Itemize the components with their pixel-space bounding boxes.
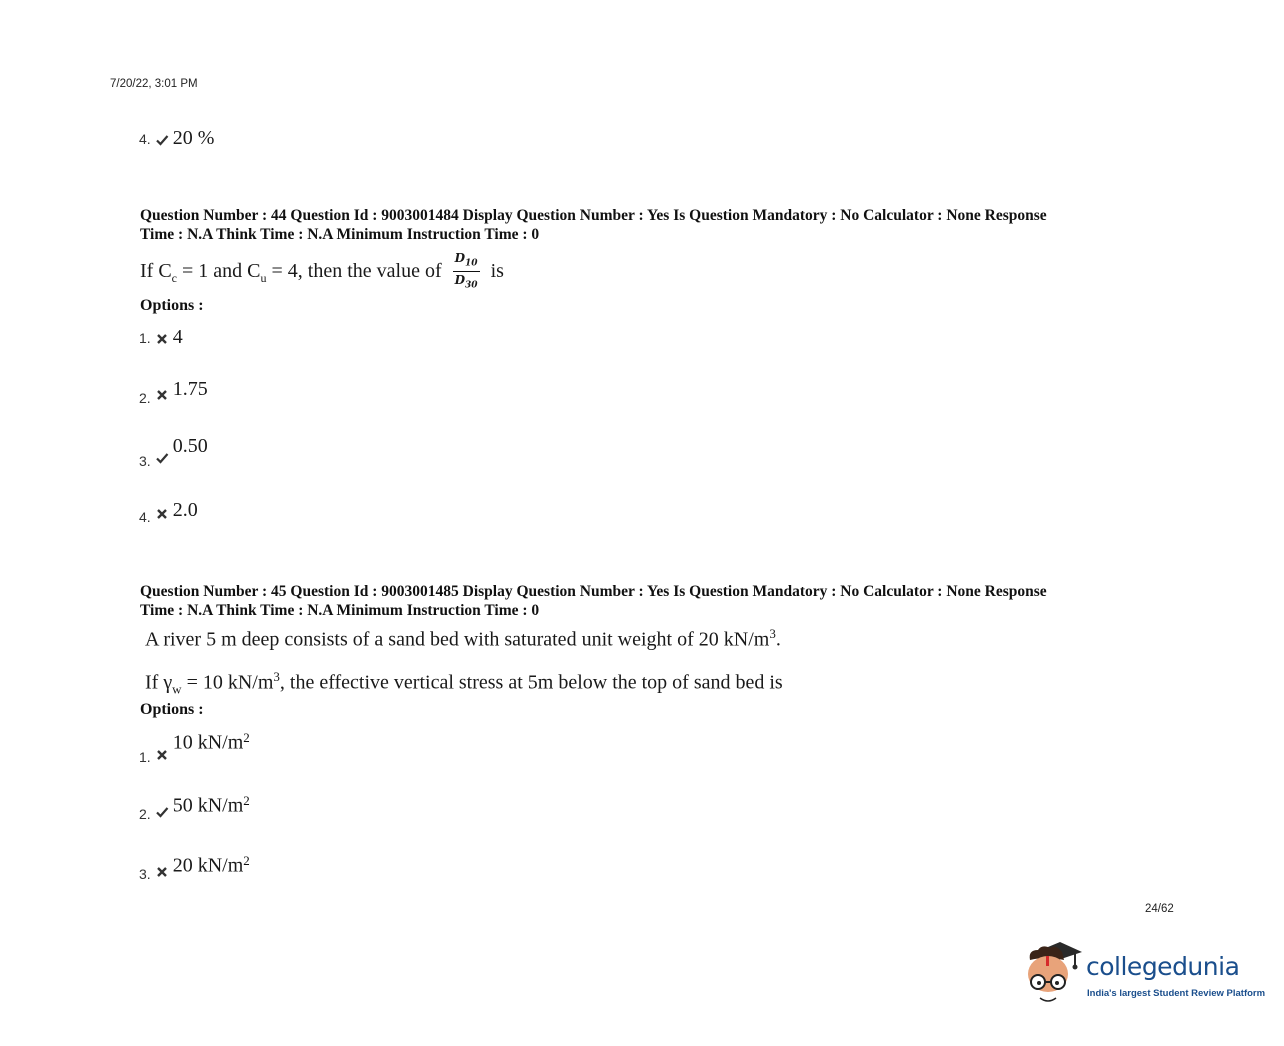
frac-den-sub: 30 [465, 280, 478, 291]
q45-option-1 [139, 730, 250, 766]
q45-line2-mid: = 10 kN/m [181, 671, 274, 694]
frac-den: D [454, 273, 466, 288]
check-icon [155, 133, 169, 147]
collegedunia-tagline: India's largest Student Review Platform [1087, 988, 1266, 999]
cross-icon [155, 748, 169, 762]
collegedunia-mascot-icon [1022, 938, 1086, 1008]
d10-over-d30-fraction [453, 252, 480, 293]
q44-option-2 [139, 378, 208, 406]
option-number: 4. [139, 131, 151, 147]
q45-question-line2 [145, 669, 783, 698]
print-timestamp: 7/20/22, 3:01 PM [110, 78, 198, 90]
option-number: 4. [139, 509, 151, 525]
q44-meta-line1: Question Number : 44 Question Id : 9003001484 Display Question Number : Yes Is Question Mandatory : No Calculator : None Response [140, 207, 1047, 224]
q44-option-4 [139, 499, 198, 525]
check-icon [155, 805, 169, 819]
q44-option-1 [139, 326, 183, 349]
q45-meta-line2: Time : N.A Think Time : N.A Minimum Instruction Time : 0 [140, 602, 540, 619]
q45-meta [140, 582, 1180, 620]
option-number: 3. [139, 453, 151, 469]
q45-options-label: Options : [140, 701, 204, 718]
option-sup: 2 [243, 730, 250, 745]
cross-icon [155, 507, 169, 521]
q44-text-suffix: is [490, 259, 504, 282]
option-text: 4 [172, 326, 183, 348]
option-text: 1.75 [172, 378, 208, 400]
q44-cu-sub: u [260, 270, 267, 285]
q44-question [140, 252, 504, 293]
q44-text-part-b: = 4, then the value of [266, 259, 442, 282]
option-sup: 2 [243, 853, 250, 868]
q45-line1-text: A river 5 m deep consists of a sand bed with saturated unit weight of 20 kN/m [145, 628, 770, 651]
option-text: 10 kN/m [172, 731, 244, 754]
cross-icon [155, 388, 169, 402]
q45-option-3 [139, 853, 250, 883]
frac-num: D [454, 251, 466, 265]
q44-cc-sub: c [171, 270, 177, 285]
cross-icon [155, 865, 169, 879]
q44-meta [140, 206, 1180, 244]
q45-line2-end: , the effective vertical stress at 5m below the top of sand bed is [279, 671, 783, 694]
option-text: 2.0 [172, 499, 198, 521]
q44-text-part-a: = 1 and C [177, 259, 261, 282]
option-text: 20 kN/m [172, 854, 244, 877]
option-number: 2. [139, 390, 151, 406]
check-icon [155, 451, 169, 465]
option-number: 3. [139, 866, 151, 883]
cross-icon [155, 332, 169, 346]
q45-question-line1 [145, 626, 781, 652]
q44-option-3 [139, 435, 208, 469]
q45-line2-prefix: If γ [145, 671, 173, 694]
frac-num-sub: 10 [465, 258, 478, 269]
option-number: 1. [139, 749, 151, 766]
q44-text-prefix: If C [140, 259, 172, 282]
q45-line1-end: . [775, 628, 781, 651]
option-number: 2. [139, 806, 151, 823]
q44-meta-line2: Time : N.A Think Time : N.A Minimum Instruction Time : 0 [140, 226, 540, 243]
q44-options-label: Options : [140, 297, 204, 314]
option-sup: 2 [243, 793, 250, 808]
collegedunia-wordmark: collegedunia [1086, 952, 1240, 981]
q45-option-2 [139, 793, 250, 823]
prev-option-4 [139, 127, 214, 150]
option-text: 50 kN/m [172, 794, 244, 817]
page-number: 24/62 [1145, 903, 1174, 915]
q45-meta-line1: Question Number : 45 Question Id : 9003001485 Display Question Number : Yes Is Question Mandatory : No Calculator : None Response [140, 583, 1047, 600]
q45-line2-sup: 3 [273, 669, 280, 684]
q45-line1-sup: 3 [769, 626, 776, 641]
option-text: 20 % [172, 127, 215, 149]
option-number: 1. [139, 330, 151, 346]
option-text: 0.50 [172, 435, 208, 457]
q45-gamma-sub: w [172, 681, 182, 697]
